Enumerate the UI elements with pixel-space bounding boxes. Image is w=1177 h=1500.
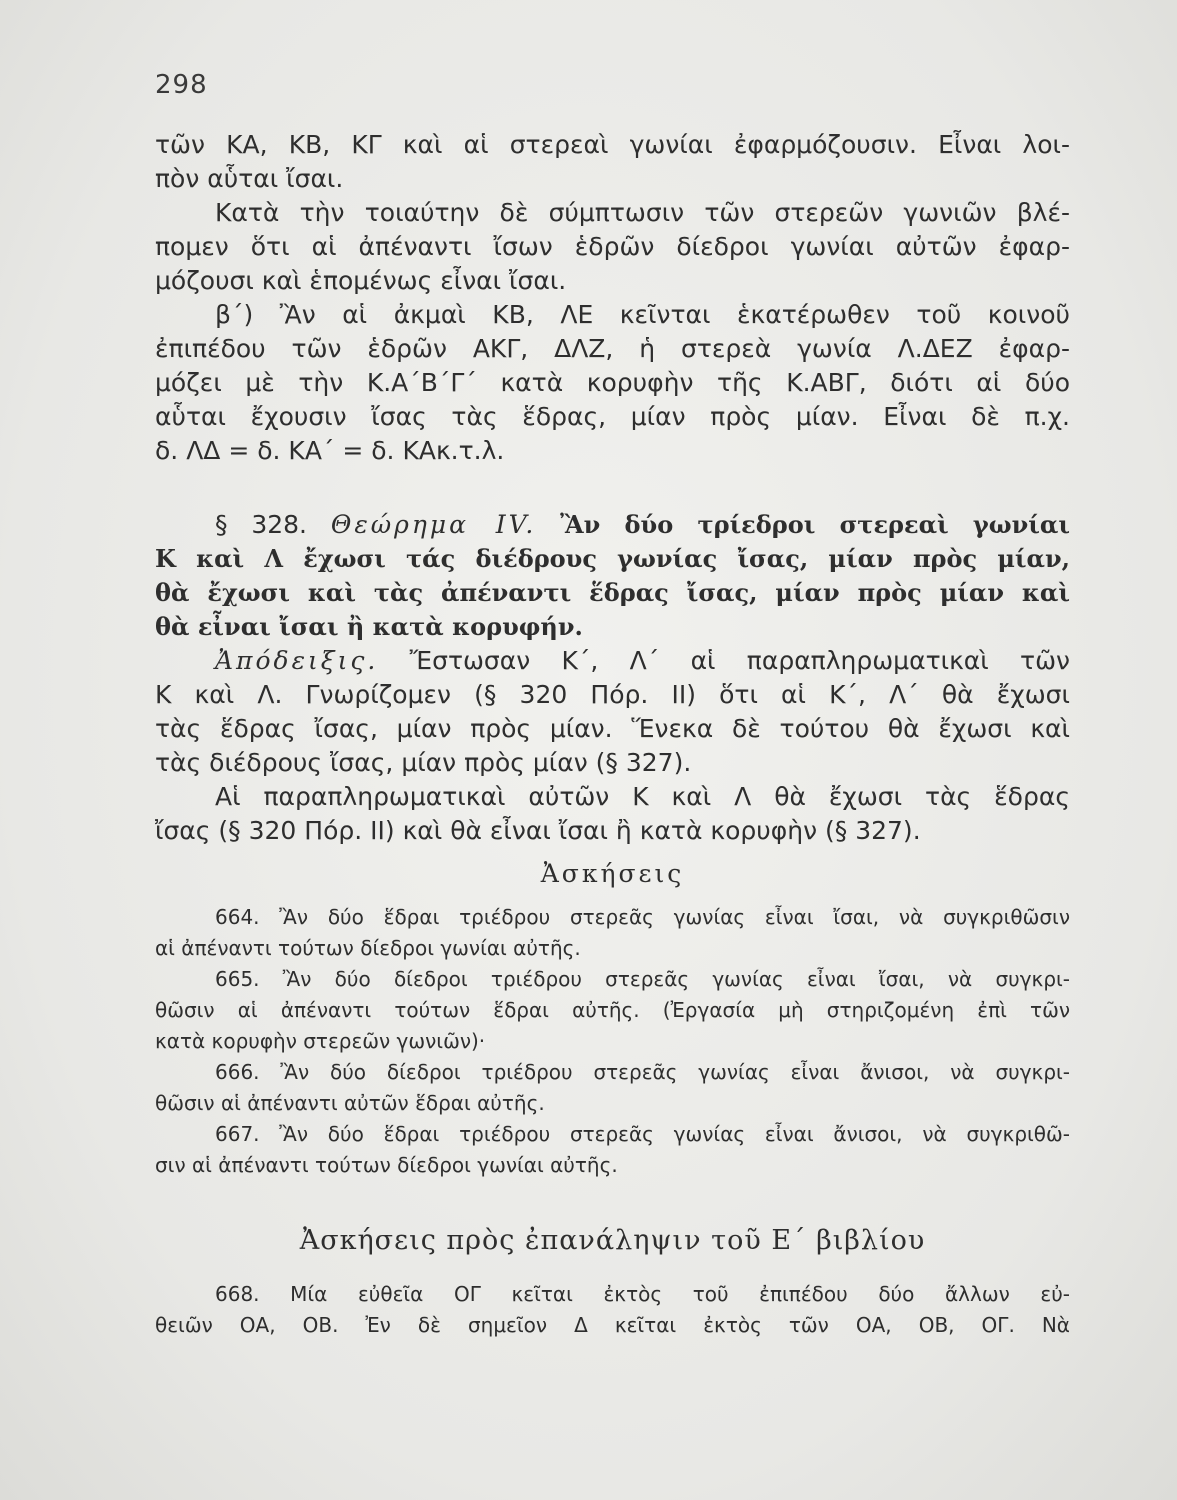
theorem-statement-line: θὰ εἶναι ἴσαι ἢ κατὰ κορυφήν.: [155, 612, 583, 641]
theorem-first-line: [155, 508, 1070, 542]
exercise-line: 666. Ἂν δύο δίεδροι τριέδρου στερεᾶς γωνίας εἶναι ἄνισοι, νὰ συγκρι-: [215, 1060, 1070, 1084]
exercises-heading: Ἀσκήσεις: [540, 859, 685, 888]
text-line: β΄) Ἂν αἱ ἀκμαὶ ΚΒ, ΛΕ κεῖνται ἑκατέρωθεν τοῦ κοινοῦ: [215, 300, 1070, 329]
review-exercise: [155, 1279, 1070, 1341]
paragraph-conclusion: [155, 780, 1070, 848]
exercise-line: 665. Ἂν δύο δίεδροι τριέδρου στερεᾶς γωνίας εἶναι ἴσαι, νὰ συγκρι-: [215, 967, 1070, 991]
text-line: ἐπιπέδου τῶν ἑδρῶν ΑΚΓ, ΔΛΖ, ἡ στερεὰ γωνία Λ.ΔΕΖ ἐφαρ-: [155, 334, 1070, 363]
text-line: μόζει μὲ τὴν Κ.Α΄Β΄Γ΄ κατὰ κορυφὴν τῆς Κ.ΑΒΓ, διότι αἱ δύο: [155, 368, 1070, 397]
exercise-line: 664. Ἂν δύο ἕδραι τριέδρου στερεᾶς γωνίας εἶναι ἴσαι, νὰ συγκριθῶσιν: [215, 905, 1070, 929]
review-heading: Ἀσκήσεις πρὸς ἐπανάληψιν τοῦ Ε΄ βιβλίου: [299, 1225, 926, 1256]
exercise-line: σιν αἱ ἀπέναντι τούτων δίεδροι γωνίαι αὐτῆς.: [155, 1153, 618, 1177]
exercise-line: θῶσιν αἱ ἀπέναντι τούτων ἕδραι αὐτῆς. (Ἐργασία μὴ στηριζομένη ἐπὶ τῶν: [155, 998, 1070, 1022]
exercise-item: [155, 902, 1070, 964]
exercise-line: 668. Μία εὐθεῖα ΟΓ κεῖται ἐκτὸς τοῦ ἐπιπέδου δύο ἄλλων εὐ-: [215, 1282, 1070, 1306]
exercise-item: [155, 1119, 1070, 1181]
exercise-line: αἱ ἀπέναντι τούτων δίεδροι γωνίαι αὐτῆς.: [155, 936, 581, 960]
proof-text: Ἔστωσαν Κ΄, Λ΄ αἱ παραπληρωματικαὶ τῶν: [409, 646, 1071, 675]
exercise-line: κατὰ κορυφὴν στερεῶν γωνιῶν)·: [155, 1029, 486, 1053]
exercise-line: θῶσιν αἱ ἀπέναντι αὐτῶν ἕδραι αὐτῆς.: [155, 1091, 545, 1115]
page-text: [155, 128, 1070, 1341]
text-line: ἴσας (§ 320 Πόρ. ΙΙ) καὶ θὰ εἶναι ἴσαι ἢ κατὰ κορυφὴν (§ 327).: [155, 816, 921, 845]
text-line: τὰς διέδρους ἴσας, μίαν πρὸς μίαν (§ 327).: [155, 748, 692, 777]
proof-block: [155, 644, 1070, 780]
theorem-label: Θεώρημα IV.: [330, 510, 537, 539]
proof-first-line: [155, 644, 1070, 678]
text-line: δ. ΛΔ = δ. ΚΑ΄ = δ. ΚΑκ.τ.λ.: [155, 436, 505, 465]
theorem-block: [155, 508, 1070, 644]
paragraph-coincidence: [155, 196, 1070, 298]
text-line: μόζουσι καὶ ἑπομένως εἶναι ἴσαι.: [155, 266, 567, 295]
text-line: Κατὰ τὴν τοιαύτην δὲ σύμπτωσιν τῶν στερεῶν γωνιῶν βλέ-: [215, 198, 1070, 227]
text-line: πὸν αὗται ἴσαι.: [155, 164, 344, 193]
exercises-list: [155, 902, 1070, 1181]
paragraph-continuation: [155, 128, 1070, 196]
theorem-statement-line: Κ καὶ Λ ἔχωσι τάς διέδρους γωνίας ἴσας, μίαν πρὸς μίαν,: [155, 544, 1070, 573]
page-number: 298: [155, 70, 208, 100]
exercise-item: [155, 964, 1070, 1057]
theorem-statement: Ἂν δύο τρίεδροι στερεαὶ γωνίαι: [560, 510, 1070, 539]
text-line: Κ καὶ Λ. Γνωρίζομεν (§ 320 Πόρ. ΙΙ) ὅτι αἱ Κ΄, Λ΄ θὰ ἔχωσι: [155, 680, 1070, 709]
text-line: τῶν ΚΑ, ΚΒ, ΚΓ καὶ αἱ στερεαὶ γωνίαι ἐφαρμόζουσιν. Εἶναι λοι-: [155, 130, 1070, 159]
theorem-statement-line: θὰ ἔχωσι καὶ τὰς ἀπέναντι ἕδρας ἴσας, μίαν πρὸς μίαν καὶ: [155, 578, 1070, 607]
exercise-line: θειῶν ΟΑ, ΟΒ. Ἐν δὲ σημεῖον Δ κεῖται ἐκτὸς τῶν ΟΑ, ΟΒ, ΟΓ. Νὰ: [155, 1313, 1070, 1337]
text-line: τὰς ἕδρας ἴσας, μίαν πρὸς μίαν. Ἕνεκα δὲ τούτου θὰ ἔχωσι καὶ: [155, 714, 1070, 743]
text-line: Αἱ παραπληρωματικαὶ αὐτῶν Κ καὶ Λ θὰ ἔχωσι τὰς ἕδρας: [215, 782, 1070, 811]
text-line: πομεν ὅτι αἱ ἀπέναντι ἴσων ἑδρῶν δίεδροι γωνίαι αὐτῶν ἐφαρ-: [155, 232, 1070, 261]
exercise-line: 667. Ἂν δύο ἕδραι τριέδρου στερεᾶς γωνίας εἶναι ἄνισοι, νὰ συγκριθῶ-: [215, 1122, 1070, 1146]
paragraph-case-b: [155, 298, 1070, 468]
text-line: αὗται ἔχουσιν ἴσας τὰς ἕδρας, μίαν πρὸς μίαν. Εἶναι δὲ π.χ.: [155, 402, 1070, 431]
proof-label: Ἀπόδειξις.: [215, 646, 379, 675]
exercise-item: [155, 1057, 1070, 1119]
theorem-number: § 328.: [215, 510, 308, 539]
